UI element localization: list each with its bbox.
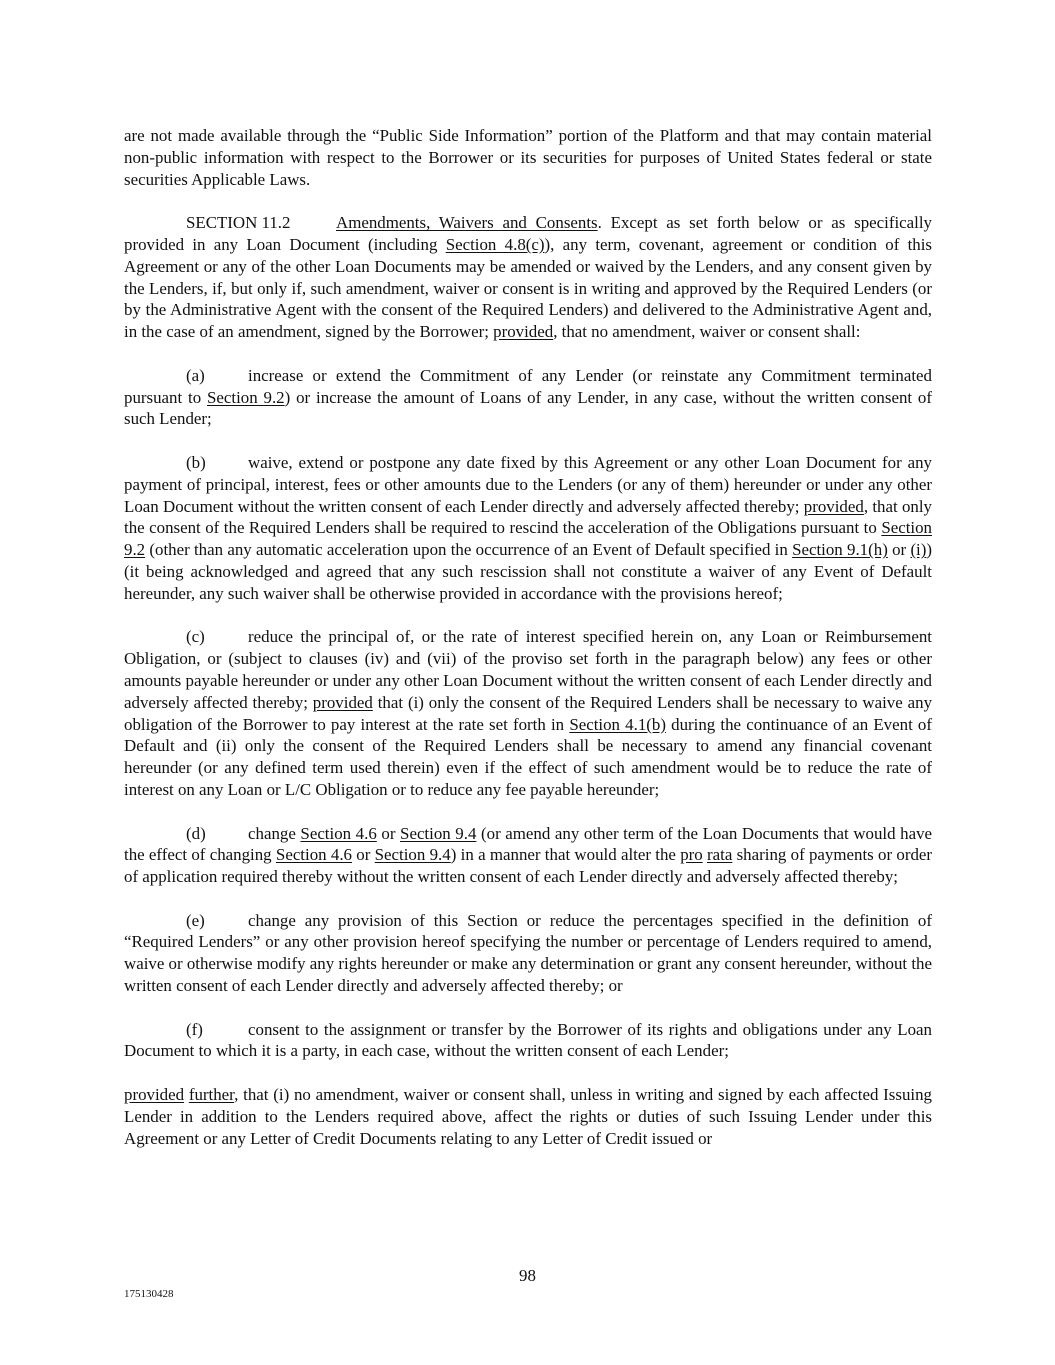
- clause-d-text-1: change: [248, 823, 301, 843]
- clause-b-reference-1: Section 9.2: [124, 518, 932, 560]
- clause-b-reference-2: Section 9.1(h): [792, 540, 888, 560]
- clause-d-reference-4: Section 9.4: [374, 845, 451, 865]
- provided-term: provided: [493, 322, 554, 342]
- clause-e-text-1: change any provision of this Section or reduce the percentages specified in the definition of “Required Lenders” or any other provision hereof specifying the number or percentage of Lenders required to amend, waive or otherwise modify any rights hereunder or make any determination or grant any consent hereunder, without the written consent of each Lender directly and adversely affected thereby; or: [124, 910, 932, 996]
- clause-f-text-1: consent to the assignment or transfer by the Borrower of its rights and obligations under any Loan Document to which it is a party, in each case, without the written consent of each Lender;: [124, 1019, 932, 1061]
- document-page: [124, 125, 932, 1149]
- clause-b-text-2: , that only the consent of the Required Lenders shall be required to rescind the acceleration of the Obligations pursuant to: [124, 496, 932, 538]
- clause-c-reference: Section 4.1(b): [569, 714, 666, 734]
- intro-paragraph: [124, 125, 932, 190]
- paragraph-spacer: [124, 1062, 932, 1084]
- clause-a-reference: Section 9.2: [207, 387, 285, 407]
- clause-a-label: (a): [186, 365, 205, 385]
- clause-b-text-5: ) (it being acknowledged and agreed that any such rescission shall not constitute a waiver of any Event of Default hereunder, any such waiver shall be otherwise provided in accordance with the provisions hereof;: [124, 540, 933, 603]
- section-11-2-paragraph: [124, 212, 932, 343]
- final-text-1: , that (i) no amendment, waiver or consent shall, unless in writing and signed by each affected Issuing Lender in addition to the Lenders required above, affect the rights or duties of such Issuing Lender under this Agreement or any Letter of Credit Documents relating to any Letter of Credit issued or: [124, 1085, 932, 1148]
- clause-a-paragraph: [124, 365, 932, 430]
- paragraph-spacer: [124, 605, 932, 627]
- intro-text: are not made available through the “Public Side Information” portion of the Platform and that may contain material non-public information with respect to the Borrower or its securities for purposes of United States federal or state securities Applicable Laws.: [124, 126, 932, 189]
- clause-c-text-3: during the continuance of an Event of Default and (ii) only the consent of the Required Lenders shall be necessary to amend any financial covenant hereunder (or any defined term used therein) even if the effect of such amendment would be to reduce the rate of interest on any Loan or L/C Obligation or to reduce any fee payable hereunder;: [124, 714, 933, 799]
- clause-d-text-6: sharing of payments or order of application required thereby without the written consent of each Lender directly and adversely affected thereby;: [124, 845, 933, 887]
- clause-b-text-3: (other than any automatic acceleration upon the occurrence of an Event of Default specified in: [145, 540, 793, 560]
- clause-d-text-3: (or amend any other term of the Loan Documents that would have the effect of changing: [124, 823, 933, 865]
- clause-e-paragraph: [124, 910, 932, 997]
- clause-c-text-2: that (i) only the consent of the Required Lenders shall be necessary to waive any obligation of the Borrower to pay interest at the rate set forth in: [124, 692, 933, 734]
- section-label: SECTION 11.2: [186, 213, 291, 233]
- clause-d-text-4: or: [352, 845, 375, 865]
- clause-b-text-1: waive, extend or postpone any date fixed by this Agreement or any other Loan Document for any payment of principal, interest, fees or other amounts due to the Lenders (or any of them) hereunder or under any other Loan Document without the written consent of each Lender directly and adversely affected thereby;: [124, 452, 932, 516]
- clause-c-text-1: reduce the principal of, or the rate of interest specified herein on, any Loan or Reimbursement Obligation, or (subject to clauses (iv) and (vii) of the proviso set forth in the paragraph below) any fees or other amounts payable hereunder or under any other Loan Document without the written consent of each Lender directly and adversely affected thereby;: [124, 627, 932, 712]
- provided-term: provided: [124, 1085, 185, 1105]
- clause-c-label: (c): [186, 627, 205, 647]
- clause-b-reference-3: (i): [910, 540, 927, 560]
- page-number: 98: [519, 1266, 536, 1285]
- section-text-2: ), any term, covenant, agreement or condition of this Agreement or any of the other Loan Documents may be amended or waived by the Lenders, and any consent given by the Lenders, if, but only if, such amendment, waiver or consent is in writing and approved by the Required Lenders (or by the Administrative Agent with the consent of the Required Lenders) and delivered to the Administrative Agent and, in the case of an amendment, signed by the Borrower;: [124, 234, 933, 342]
- paragraph-spacer: [124, 430, 932, 452]
- provided-term: provided: [312, 692, 373, 712]
- paragraph-spacer: [124, 997, 932, 1019]
- paragraph-spacer: [124, 888, 932, 910]
- paragraph-spacer: [124, 801, 932, 823]
- clause-d-text-2: or: [376, 823, 401, 843]
- clause-d-paragraph: [124, 823, 932, 888]
- section-text-3: , that no amendment, waiver or consent shall:: [553, 322, 861, 342]
- clause-d-label: (d): [186, 823, 206, 843]
- clause-b-text-4: or: [887, 540, 911, 560]
- clause-b-paragraph: [124, 452, 932, 605]
- section-reference: Section 4.8(c): [445, 234, 545, 254]
- clause-a-text-1: increase or extend the Commitment of any Lender (or reinstate any Commitment terminated pursuant to: [124, 365, 932, 407]
- provided-term: provided: [803, 496, 864, 516]
- clause-c-paragraph: [124, 626, 932, 800]
- final-proviso-paragraph: [124, 1084, 932, 1149]
- paragraph-spacer: [124, 190, 932, 212]
- clause-d-reference-3: Section 4.6: [275, 845, 352, 865]
- clause-d-text-5: ) in a manner that would alter the: [450, 845, 681, 865]
- section-text-1: . Except as set forth below or as specifically provided in any Loan Document (including: [124, 213, 932, 254]
- clause-a-text-2: ) or increase the amount of Loans of any Lender, in any case, without the written consent of such Lender;: [124, 387, 932, 429]
- clause-f-paragraph: [124, 1019, 932, 1063]
- pro-term: pro: [680, 845, 703, 865]
- section-title: Amendments, Waivers and Consents: [336, 213, 598, 233]
- document-id: 175130428: [124, 1288, 174, 1300]
- clause-d-reference-1: Section 4.6: [300, 823, 377, 843]
- rata-term: rata: [707, 845, 733, 865]
- clause-f-label: (f): [186, 1019, 203, 1039]
- further-term: further: [188, 1085, 235, 1105]
- clause-d-reference-2: Section 9.4: [400, 823, 477, 843]
- paragraph-spacer: [124, 343, 932, 365]
- clause-b-label: (b): [186, 452, 206, 472]
- clause-e-label: (e): [186, 910, 205, 930]
